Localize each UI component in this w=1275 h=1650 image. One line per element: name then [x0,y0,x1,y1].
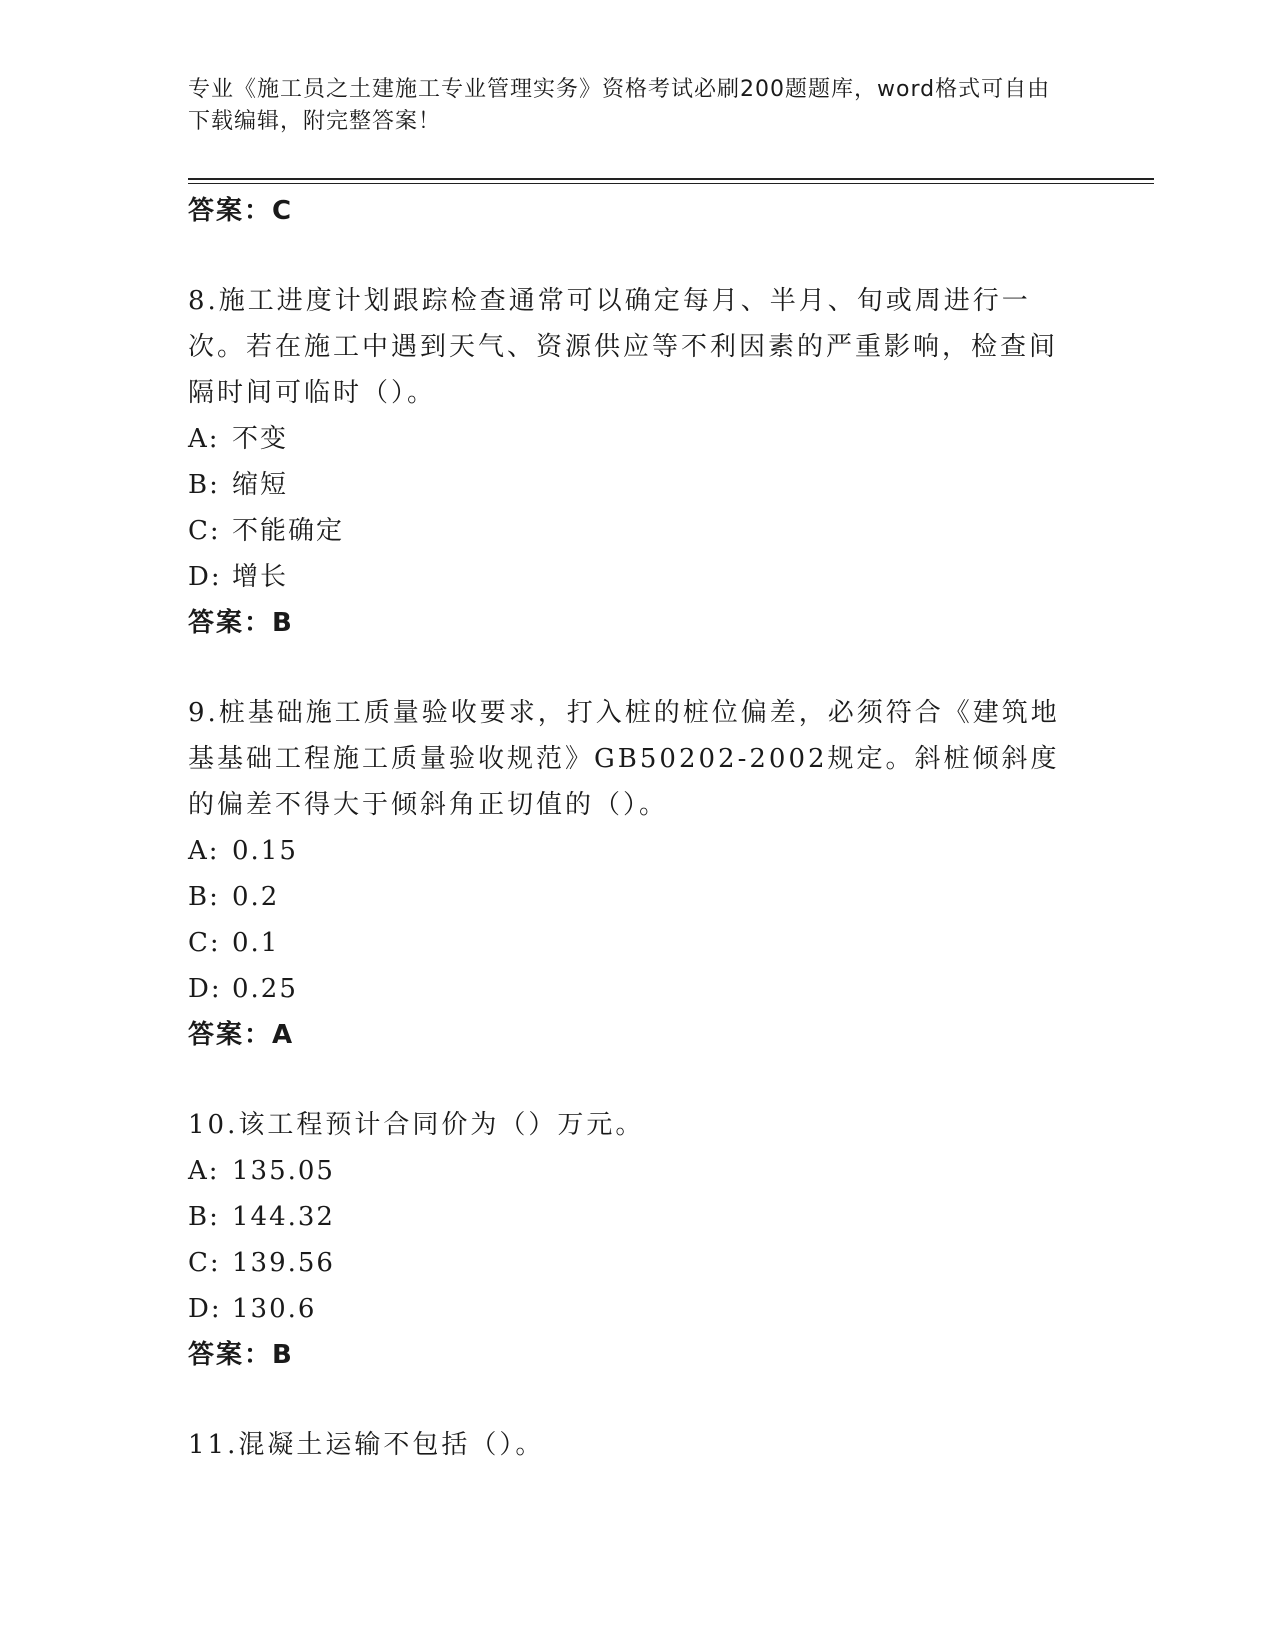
option-c [188,1240,1068,1286]
answer-line [188,1012,1068,1058]
option-letter: C: [188,928,221,958]
answer-value: A [272,1020,295,1050]
question-text: 11.混凝土运输不包括（）。 [188,1430,545,1460]
option-letter: C: [188,516,221,546]
answer-label: 答案： [188,1340,273,1370]
option-letter: B: [188,882,220,912]
option-text: 139.56 [232,1248,335,1278]
option-letter: A: [188,424,220,454]
option-letter: D: [188,1294,222,1324]
option-text: 0.25 [232,974,298,1004]
option-text: 缩短 [232,470,289,500]
option-c [188,920,1068,966]
option-d [188,554,1068,600]
option-c [188,508,1068,554]
option-letter: B: [188,1202,220,1232]
option-d [188,966,1068,1012]
option-letter: A: [188,1156,220,1186]
option-b [188,462,1068,508]
option-letter: D: [188,562,222,592]
answer-label: 答案： [188,1020,273,1050]
answer-line [188,600,1068,646]
question-block [188,690,1068,1058]
document-header: 专业《施工员之土建施工专业管理实务》资格考试必刷200题题库，word格式可自由下载编辑，附完整答案！ [188,77,1051,134]
answer-line [188,188,1068,234]
option-text: 0.15 [232,836,298,866]
answer-value: B [272,608,294,638]
option-b [188,874,1068,920]
question-text: 8.施工进度计划跟踪检查通常可以确定每月、半月、旬或周进行一次。若在施工中遇到天气、资源供应等不利因素的严重影响，检查间隔时间可临时（）。 [188,286,1059,408]
option-text: 不变 [232,424,289,454]
question-text: 10.该工程预计合同价为（）万元。 [188,1110,645,1140]
option-a [188,1148,1068,1194]
question-block [188,278,1068,646]
option-text: 增长 [232,562,289,592]
answer-line [188,1332,1068,1378]
answer-label: 答案： [188,196,273,226]
option-text: 0.2 [232,882,280,912]
option-text: 0.1 [232,928,280,958]
option-letter: C: [188,1248,221,1278]
answer-label: 答案： [188,608,273,638]
option-letter: B: [188,470,220,500]
option-text: 不能确定 [232,516,345,546]
option-a [188,828,1068,874]
option-letter: D: [188,974,222,1004]
option-text: 144.32 [232,1202,335,1232]
answer-value: B [272,1340,294,1370]
option-letter: A: [188,836,220,866]
option-text: 130.6 [232,1294,317,1324]
option-a [188,416,1068,462]
option-text: 135.05 [232,1156,335,1186]
option-d [188,1286,1068,1332]
question-block [188,1102,1068,1378]
answer-value: C [272,196,294,226]
header-rule-thick [188,178,1154,180]
question-block [188,1422,1068,1468]
question-text: 9.桩基础施工质量验收要求，打入桩的桩位偏差，必须符合《建筑地基基础工程施工质量验收规范》GB50202-2002规定。斜桩倾斜度的偏差不得大于倾斜角正切值的（）。 [188,698,1060,820]
option-b [188,1194,1068,1240]
header-rule-thin [188,183,1154,184]
question-list [188,188,1068,1468]
